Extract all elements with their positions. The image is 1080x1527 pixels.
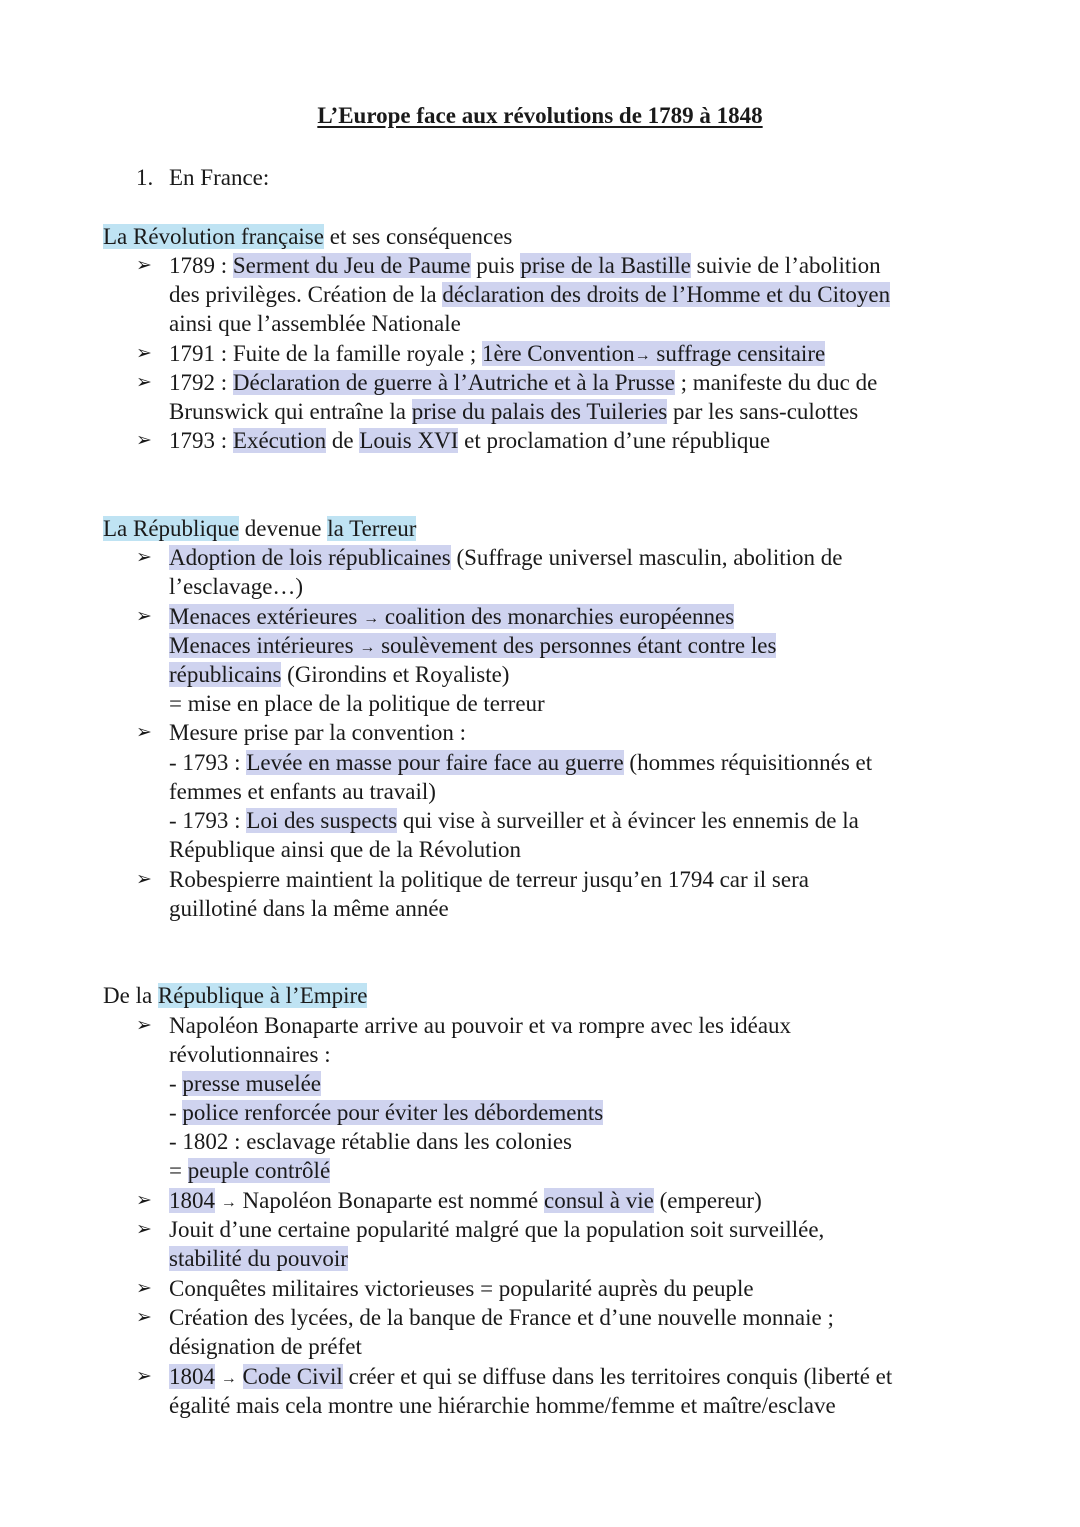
text-line: 1789 : Serment du Jeu de Paume puis prise de la Bastille suivie de l’abolition xyxy=(169,253,881,278)
text-line: 1791 : Fuite de la famille royale ; 1ère Convention→ suffrage censitaire xyxy=(169,341,826,366)
text-line: Brunswick qui entraîne la prise du palais des Tuileries par les sans-culottes xyxy=(169,399,859,424)
text-line: République ainsi que de la Révolution xyxy=(169,837,521,862)
bullet-icon: ➢ xyxy=(136,429,152,451)
text-line: Menaces intérieures → soulèvement des personnes étant contre les xyxy=(169,633,777,658)
bullet-icon: ➢ xyxy=(136,371,152,393)
arrow-right-icon: → xyxy=(359,639,376,656)
bullet-icon: ➢ xyxy=(136,1306,152,1328)
text-line: 1804 → Napoléon Bonaparte est nommé consul à vie (empereur) xyxy=(169,1188,762,1213)
text-line: l’esclavage…) xyxy=(169,574,304,599)
arrow-right-icon: → xyxy=(220,1370,237,1387)
bullet-icon: ➢ xyxy=(136,1365,152,1387)
text-line: 1804 → Code Civil créer et qui se diffuse dans les territoires conquis (liberté et xyxy=(169,1364,893,1389)
bullet-icon: ➢ xyxy=(136,342,152,364)
text-line: - 1793 : Loi des suspects qui vise à surveiller et à évincer les ennemis de la xyxy=(169,808,859,833)
text-line: Adoption de lois républicaines (Suffrage universel masculin, abolition de xyxy=(169,545,843,570)
text-line: guillotiné dans la même année xyxy=(169,896,449,921)
arrow-right-icon: → xyxy=(220,1194,237,1211)
text-line: Jouit d’une certaine popularité malgré que la population soit surveillée, xyxy=(169,1217,825,1242)
bullet-icon: ➢ xyxy=(136,868,152,890)
text-line: - 1802 : esclavage rétablie dans les colonies xyxy=(169,1129,572,1154)
bullet-icon: ➢ xyxy=(136,546,152,568)
bullet-icon: ➢ xyxy=(136,605,152,627)
arrow-right-icon: → xyxy=(363,610,380,627)
text-line: Mesure prise par la convention : xyxy=(169,720,466,745)
text-line: républicains (Girondins et Royaliste) xyxy=(169,662,510,687)
text-line: stabilité du pouvoir xyxy=(169,1246,348,1271)
text-line: - police renforcée pour éviter les débordements xyxy=(169,1100,604,1125)
section-heading-terreur: La République devenue la Terreur xyxy=(103,516,417,541)
text-line: Napoléon Bonaparte arrive au pouvoir et va rompre avec les idéaux xyxy=(169,1013,792,1038)
section-heading-revolution: La Révolution française et ses conséquences xyxy=(103,224,513,249)
page-title: L’Europe face aux révolutions de 1789 à 1848 xyxy=(317,103,763,128)
text-line: Robespierre maintient la politique de terreur jusqu’en 1794 car il sera xyxy=(169,867,809,892)
text-line: ainsi que l’assemblée Nationale xyxy=(169,311,461,336)
text-line: désignation de préfet xyxy=(169,1334,362,1359)
text-line: Création des lycées, de la banque de France et d’une nouvelle monnaie ; xyxy=(169,1305,834,1330)
bullet-icon: ➢ xyxy=(136,1218,152,1240)
text-line: Conquêtes militaires victorieuses = popularité auprès du peuple xyxy=(169,1276,754,1301)
text-line: égalité mais cela montre une hiérarchie homme/femme et maître/esclave xyxy=(169,1393,836,1418)
text-line: 1793 : Exécution de Louis XVI et proclamation d’une république xyxy=(169,428,771,453)
text-line: = peuple contrôlé xyxy=(169,1158,331,1183)
list-number: 1. xyxy=(136,165,154,190)
bullet-icon: ➢ xyxy=(136,1189,152,1211)
list-item-france: En France: xyxy=(169,165,270,190)
text-line: 1792 : Déclaration de guerre à l’Autriche et à la Prusse ; manifeste du duc de xyxy=(169,370,878,395)
arrow-right-icon: → xyxy=(634,347,651,364)
text-line: - 1793 : Levée en masse pour faire face au guerre (hommes réquisitionnés et xyxy=(169,750,873,775)
text-line: révolutionnaires : xyxy=(169,1042,331,1067)
text-line: Menaces extérieures → coalition des monarchies européennes xyxy=(169,604,735,629)
bullet-icon: ➢ xyxy=(136,1277,152,1299)
section-heading-empire: De la République à l’Empire xyxy=(103,983,368,1008)
text-line: femmes et enfants au travail) xyxy=(169,779,436,804)
text-line: - presse muselée xyxy=(169,1071,322,1096)
text-line: des privilèges. Création de la déclaration des droits de l’Homme et du Citoyen xyxy=(169,282,891,307)
bullet-icon: ➢ xyxy=(136,1014,152,1036)
bullet-icon: ➢ xyxy=(136,721,152,743)
bullet-icon: ➢ xyxy=(136,254,152,276)
text-line: = mise en place de la politique de terreur xyxy=(169,691,545,716)
